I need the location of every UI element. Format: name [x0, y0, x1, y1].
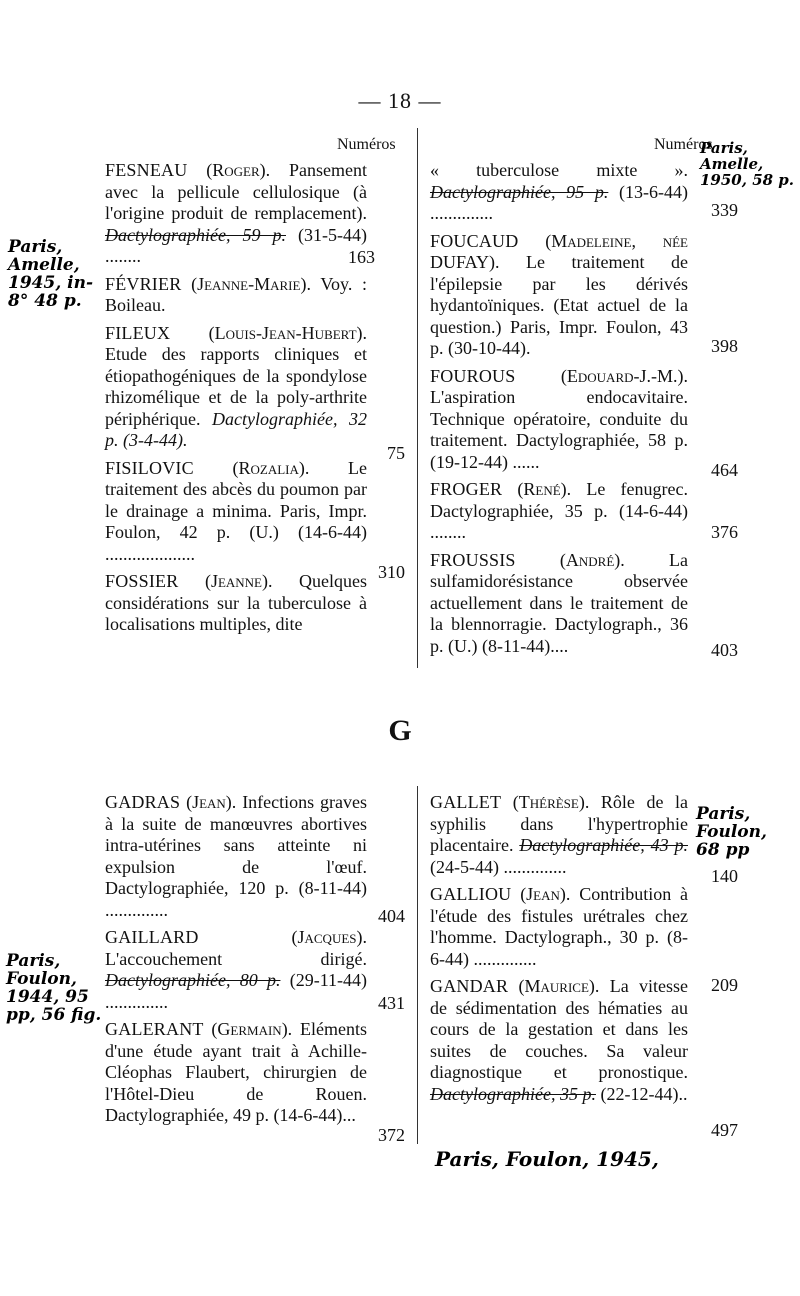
- entry-firstname: (Jean).: [186, 792, 237, 812]
- column-header-right: Numéros: [654, 136, 713, 153]
- entry-firstname: (Jean).: [520, 884, 571, 904]
- entry-rest: (29-11-44) ..............: [105, 970, 368, 1012]
- column-rule-top: [417, 128, 418, 668]
- entry-text: Rôle de la syphilis dans l'hypertrophie placentaire.: [430, 792, 689, 855]
- column-rule-bottom: [417, 786, 418, 1144]
- entry-text: L'aspiration endocavitaire. Technique opératoire, conduite du traitement. Dactylographiée, 58 p. (19-12-44) ......: [430, 387, 688, 472]
- entry-struck: Dactylographiée, 43 p.: [519, 835, 688, 855]
- entry-number: 372: [378, 1125, 405, 1145]
- entry: [105, 571, 367, 636]
- entry-firstname: (René).: [517, 479, 572, 499]
- entry-text: Voy. : Boileau.: [105, 273, 367, 315]
- entry-text: Pansement avec la pellicule cellulosique (à l'origine produit de remplacement).: [105, 160, 367, 223]
- entry-number: 209: [711, 975, 738, 995]
- handwritten-note: Paris, Foulon, 68 pp: [696, 804, 767, 860]
- column-bottom-right: [430, 792, 688, 1111]
- entry: [105, 323, 367, 452]
- entry-name: GALERANT: [105, 1019, 204, 1039]
- entry-text: Le traitement de l'épilepsie par les dérivés hydantoïniques. (Etat actuel de la question.) Paris, Impr. Foulon, 43 p. (30-10-44).: [430, 252, 688, 358]
- entry-text: « tuberculose mixte ».: [430, 160, 688, 180]
- entry-number: 431: [378, 993, 405, 1013]
- entry: [430, 479, 688, 544]
- entry-number: 140: [711, 866, 738, 886]
- entry-firstname: (Rozalia).: [232, 457, 310, 478]
- entry-rest: (31-5-44) ........: [105, 224, 367, 266]
- handwritten-note: Paris, Foulon, 1945,: [435, 1147, 659, 1171]
- entry: [430, 884, 688, 970]
- entry-name: FÉVRIER: [105, 273, 182, 294]
- entry-firstname: (Louis-Jean-Hubert).: [208, 322, 367, 343]
- entry-firstname: (Jeanne-Marie).: [191, 273, 311, 294]
- entry-struck: Dactylographiée, 35 p.: [430, 1083, 596, 1104]
- entry-firstname: (André).: [559, 549, 625, 570]
- entry-number: 398: [711, 336, 738, 356]
- entry-name: FOUCAUD: [430, 230, 519, 251]
- entry-name: FOSSIER: [105, 571, 179, 591]
- entry-firstname: (Roger).: [206, 160, 271, 180]
- entry-number: 464: [711, 460, 738, 480]
- entry-name: GANDAR: [430, 976, 509, 996]
- entry-rest: (13-6-44) ..............: [430, 181, 689, 223]
- entry: [105, 927, 367, 1013]
- entry-firstname: (Edouard-J.-M.).: [560, 365, 688, 386]
- column-top-right: [430, 160, 688, 663]
- entry-name: FESNEAU: [105, 160, 188, 180]
- entry-text: La vitesse de sédimentation des hématies au cours de la gestation et dans les suites de couches. Sa valeur diagnostique et pronostique.: [430, 976, 689, 1082]
- entry: [430, 792, 688, 878]
- entry-text: Etude des rapports cliniques et étiopathogéniques de la spondylose rhizomélique et de la poly-arthrite périphérique.: [105, 344, 367, 429]
- entry-name: GAILLARD: [105, 927, 199, 947]
- entry: [105, 1019, 367, 1127]
- entry-number: 404: [378, 906, 405, 926]
- entry-name: FILEUX: [105, 322, 171, 343]
- entry-number: 497: [711, 1120, 738, 1140]
- entry: [105, 274, 367, 317]
- entry-text: La sulfamidorésistance observée actuellement dans le traitement de la blennorragie. Dactylograph., 36 p. (U.) (8-11-44)....: [430, 549, 688, 656]
- entry-name: FOUROUS: [430, 365, 516, 386]
- handwritten-note: Paris, Amelle, 1945, in-8° 48 p.: [8, 237, 94, 311]
- entry-text: Le fenugrec. Dactylographiée, 35 p. (14-6-44) ........: [430, 479, 688, 542]
- handwritten-note: Paris, Foulon, 1944, 95 pp, 56 fig.: [6, 951, 102, 1025]
- entry-number: 376: [711, 522, 738, 542]
- entry-firstname: (Maurice).: [518, 976, 600, 996]
- entry-firstname: (Jeanne).: [204, 571, 273, 591]
- entry-name: GALLET: [430, 792, 502, 812]
- entry-name: GALLIOU: [430, 884, 512, 904]
- entry-number: 339: [711, 200, 738, 220]
- entry-number: 75: [387, 443, 405, 463]
- entry-rest: (24-5-44) ..............: [430, 856, 567, 877]
- entry-text: Eléments d'une étude ayant trait à Achille-Cléophas Flaubert, chirurgien de l'Hôtel-Dieu de Rouen. Dactylographiée, 49 p. (14-6-44)...: [105, 1019, 367, 1125]
- entry-number: 163: [348, 247, 375, 267]
- entry-text: Quelques considérations sur la tuberculose à localisations multiples, dite: [105, 571, 367, 634]
- entry-struck: Dactylographiée, 95 p.: [430, 181, 609, 202]
- entry: [105, 792, 367, 921]
- page-number: — 18 —: [358, 88, 442, 113]
- entry: [430, 160, 688, 225]
- entry-rest: Dactylographiée, 32 p. (3-4-44).: [105, 408, 367, 450]
- entry-name: FROUSSIS: [430, 549, 516, 570]
- entry-text: Infections graves à la suite de manœuvres abortives intra-utérines sans atteinte ni expulsion de l'œuf. Dactylographiée, 120 p. (8-11-44) ..............: [105, 792, 368, 920]
- entry-firstname: (Jacques).: [291, 927, 367, 947]
- entry-name: FISILOVIC: [105, 457, 194, 478]
- entry-name: FROGER: [430, 479, 503, 499]
- entry: [430, 366, 688, 474]
- section-letter: G: [388, 714, 412, 747]
- entry: [430, 550, 688, 658]
- entry-struck: Dactylographiée, 59 p.: [105, 224, 286, 245]
- entry-firstname: (Madeleine, née DUFAY).: [430, 230, 689, 272]
- entry: [430, 231, 688, 360]
- column-header-left: Numéros: [337, 136, 396, 153]
- entry-rest: (22-12-44)..: [600, 1083, 688, 1104]
- handwritten-note: Paris, Amelle, 1950, 58 p.: [700, 139, 794, 189]
- entry: [430, 976, 688, 1105]
- entry-firstname: (Thérèse).: [512, 792, 590, 812]
- entry: [105, 458, 367, 566]
- entry-text: Contribution à l'étude des fistules urétrales chez l'homme. Dactylograph., 30 p. (8-6-44) ..............: [430, 884, 688, 969]
- entry-text: Le traitement des abcès du poumon par le drainage a minima. Paris, Impr. Foulon, 42 p. (U.) (14-6-44) ....................: [105, 457, 368, 564]
- entry-number: 310: [378, 562, 405, 582]
- column-top-left: [105, 160, 367, 642]
- entry-text: L'accouchement dirigé.: [105, 948, 367, 969]
- entry-name: GADRAS: [105, 792, 181, 812]
- entry-firstname: (Germain).: [211, 1019, 293, 1039]
- entry-number: 403: [711, 640, 738, 660]
- column-bottom-left: [105, 792, 367, 1133]
- entry-struck: Dactylographiée, 80 p.: [105, 970, 281, 990]
